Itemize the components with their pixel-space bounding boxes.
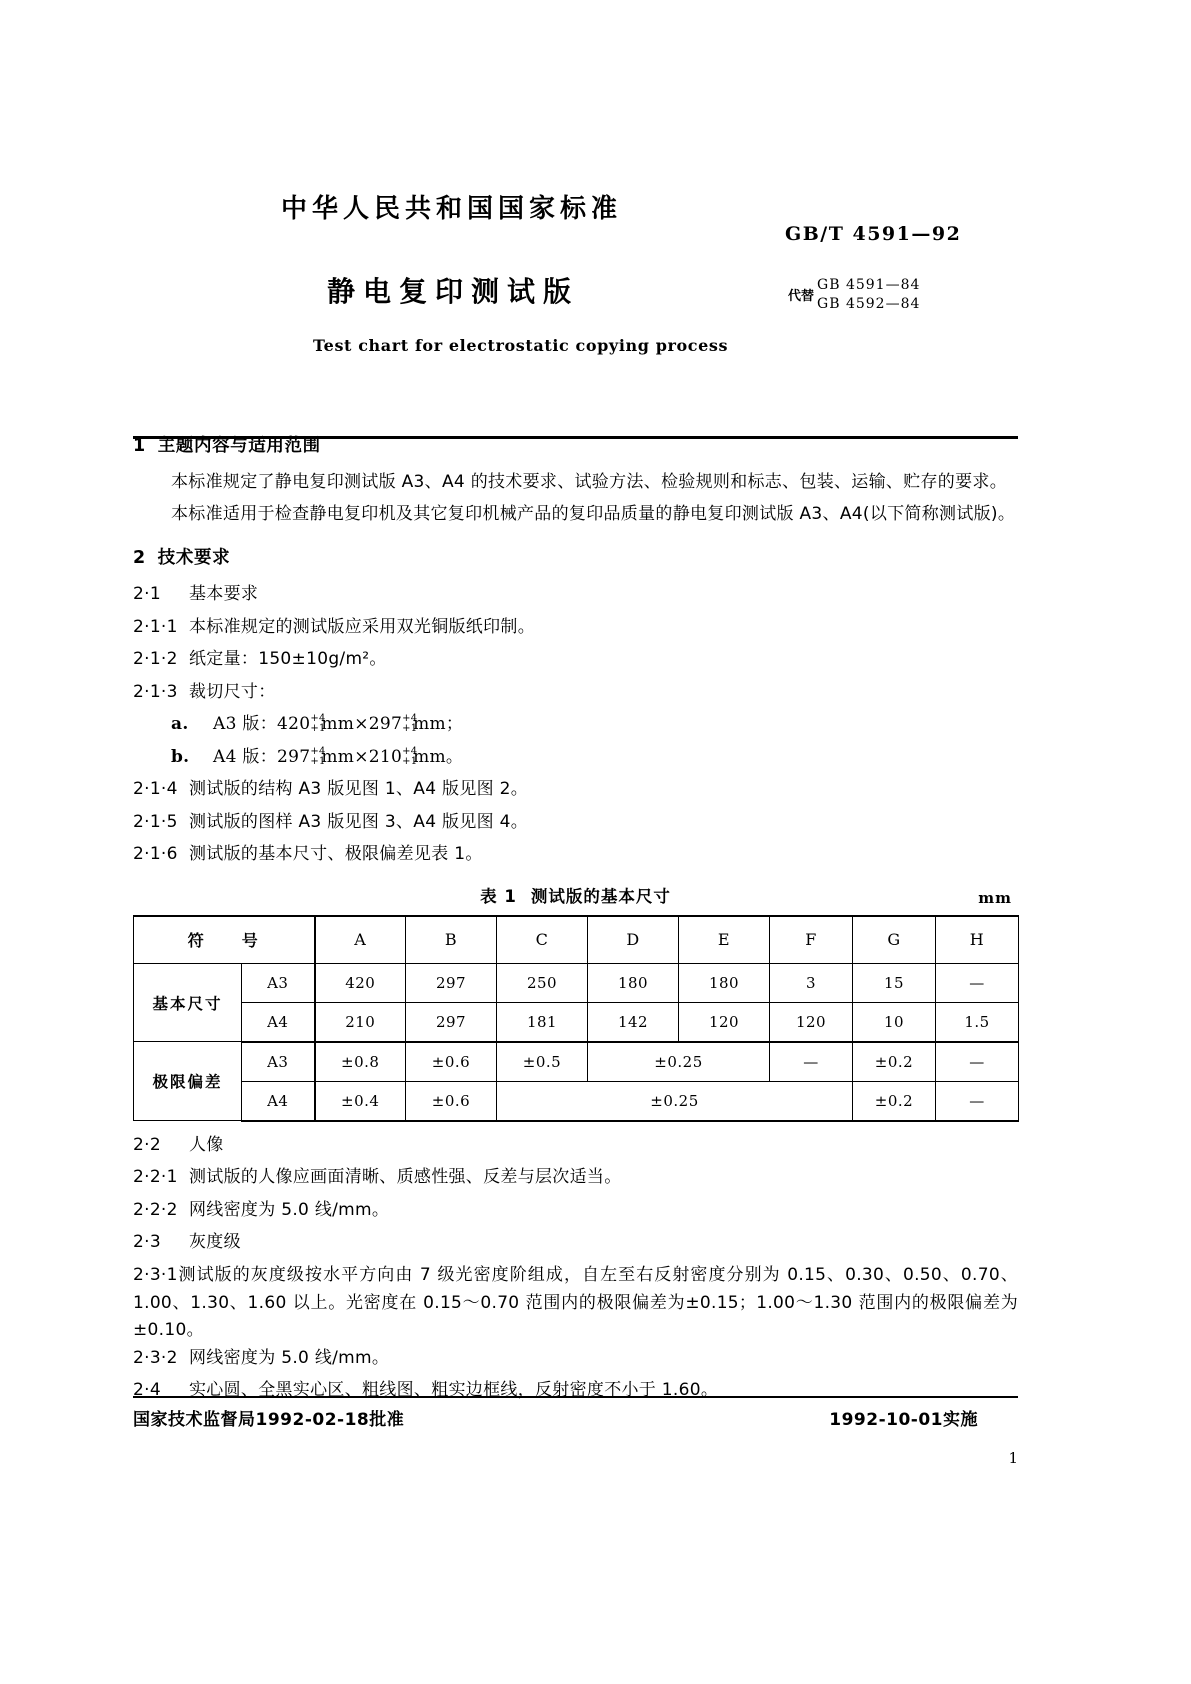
table-1-cell: 120	[770, 1002, 853, 1042]
table-1-cell: 15	[853, 963, 936, 1002]
table-1-cell: —	[770, 1042, 853, 1082]
table-1-cell-merged: ±0.25	[497, 1081, 853, 1121]
clause-2-4-text: 实心圆、全黑实心区、粗线图、粗实边框线，反射密度不小于 1.60。	[189, 1380, 719, 1401]
clause-2-1-3-item-b	[171, 744, 1018, 772]
table-1-group-tolerance: 极限偏差	[134, 1042, 242, 1121]
bullet-a-label: a.	[171, 714, 189, 735]
table-1-cell: ±0.2	[853, 1042, 936, 1082]
table-1-cell-merged: ±0.25	[588, 1042, 770, 1082]
section-2-title: 技术要求	[157, 548, 231, 569]
table-1-cell: 180	[588, 963, 679, 1002]
footer-row	[133, 1405, 1018, 1467]
clause-2-1-number: 2·1	[133, 584, 161, 605]
tolerance-lower: +1	[310, 755, 326, 767]
clause-2-3-2-number: 2·3·2	[133, 1347, 178, 1368]
table-1-unit: mm	[978, 888, 1012, 907]
clause-2-3-text: 灰度级	[189, 1232, 241, 1253]
clause-2-1-2	[133, 646, 1018, 674]
bullet-a-mid: mm×297	[321, 714, 403, 735]
clause-2-1-5-number: 2·1·5	[133, 811, 178, 832]
clause-2-2-2-number: 2·2·2	[133, 1199, 178, 1220]
table-1-col-E: E	[679, 916, 770, 964]
clause-2-1-3	[133, 679, 1018, 707]
table-row	[134, 1002, 1019, 1042]
clause-2-2-text: 人像	[189, 1134, 224, 1155]
implementation-statement: 1992-10-01实施	[829, 1410, 978, 1430]
clause-2-1	[133, 581, 1018, 609]
bullet-a-post: mm；	[413, 714, 464, 735]
document-title-english: Test chart for electrostatic copying process	[313, 336, 729, 355]
table-1-caption	[133, 883, 1018, 907]
tolerance-lower: +1	[310, 723, 326, 735]
clause-2-1-3-item-a	[171, 711, 1018, 739]
table-1-row-label: A3	[242, 1042, 315, 1082]
replaces-label: 代替	[788, 289, 815, 305]
clause-2-1-6-number: 2·1·6	[133, 844, 178, 865]
clause-2-3	[133, 1229, 1018, 1257]
table-1-cell: ±0.2	[853, 1081, 936, 1121]
clause-2-1-text: 基本要求	[189, 584, 259, 605]
table-1-col-H: H	[936, 916, 1019, 964]
table-1-cell: 420	[315, 963, 406, 1002]
table-1-cell: 120	[679, 1002, 770, 1042]
clause-2-2-2-text: 网线密度为 5.0 线/mm。	[189, 1199, 390, 1220]
table-1-row-label: A4	[242, 1081, 315, 1121]
clause-2-1-1	[133, 614, 1018, 642]
bullet-b-post: mm。	[413, 746, 464, 767]
table-1-cell: 3	[770, 963, 853, 1002]
bullet-a-pre: A3 版：420	[213, 714, 311, 735]
clause-2-4-number: 2·4	[133, 1380, 161, 1401]
clause-2-2-1-number: 2·2·1	[133, 1167, 178, 1188]
clause-2-2-1	[133, 1164, 1018, 1192]
table-1-cell: 142	[588, 1002, 679, 1042]
table-1-caption-number: 表 1	[480, 886, 517, 906]
table-1-col-C: C	[497, 916, 588, 964]
tolerance-upper: +4	[310, 713, 326, 725]
table-1-cell: ±0.5	[497, 1042, 588, 1082]
standard-number: GB/T 4591—92	[785, 223, 962, 245]
clause-2-1-2-text: 纸定量：150±10g/m²。	[189, 649, 387, 670]
table-1-row-label: A4	[242, 1002, 315, 1042]
table-1-basic-dimensions	[133, 915, 1019, 1122]
clause-2-3-1-text: 测试版的灰度级按水平方向由 7 级光密度阶组成，自左至右反射密度分别为 0.15、0.30、0.50、0.70、1.00、1.30、1.60 以上。光密度在 0.15～0.70 范围内的极限偏差为±0.15；1.00～1.30 范围内的极限偏差为±0.10。	[133, 1264, 1018, 1341]
table-1-row-label: A3	[242, 963, 315, 1002]
approval-statement: 国家技术监督局1992-02-18批准	[133, 1410, 405, 1430]
clause-2-1-1-number: 2·1·1	[133, 616, 178, 637]
table-1-cell: 250	[497, 963, 588, 1002]
bullet-b-mid: mm×210	[321, 746, 403, 767]
page-content	[133, 0, 1018, 1684]
table-row	[134, 1081, 1019, 1121]
document-body	[133, 432, 1018, 1410]
table-1-cell: 297	[406, 963, 497, 1002]
bullet-b-pre: A4 版：297	[213, 746, 311, 767]
clause-2-1-4-text: 测试版的结构 A3 版见图 1、A4 版见图 2。	[189, 779, 529, 800]
section-1-number: 1	[133, 436, 146, 456]
table-1-caption-text: 测试版的基本尺寸	[530, 886, 671, 906]
replaces-block	[788, 276, 920, 314]
table-1-cell: 210	[315, 1002, 406, 1042]
table-1-cell: —	[936, 1042, 1019, 1082]
section-1-paragraph-2: 本标准适用于检查静电复印机及其它复印机械产品的复印品质量的静电复印测试版 A3、A4(以下简称测试版)。	[171, 503, 1016, 524]
tolerance-lower: +1	[402, 723, 418, 735]
table-1-cell: ±0.6	[406, 1042, 497, 1082]
table-1-symbol-header: 符 号	[134, 916, 315, 964]
clause-2-2-1-text: 测试版的人像应画面清晰、质感性强、反差与层次适当。	[189, 1167, 622, 1188]
national-standard-title: 中华人民共和国国家标准	[281, 194, 623, 224]
table-1-cell: —	[936, 1081, 1019, 1121]
replaced-standard-1: GB 4591—84	[817, 277, 921, 293]
table-1-col-D: D	[588, 916, 679, 964]
table-1-wrapper	[133, 883, 1018, 1122]
clause-2-3-2	[133, 1345, 1018, 1373]
clause-2-2-number: 2·2	[133, 1134, 161, 1155]
table-1-cell: 10	[853, 1002, 936, 1042]
document-title: 静电复印测试版	[327, 275, 580, 308]
table-row	[134, 1042, 1019, 1082]
table-1-col-G: G	[853, 916, 936, 964]
tolerance-lower: +1	[402, 755, 418, 767]
tolerance-upper: +4	[310, 745, 326, 757]
tolerance-upper: +4	[402, 745, 418, 757]
page-number: 1	[1008, 1449, 1018, 1467]
clause-2-2	[133, 1132, 1018, 1160]
table-1-cell: ±0.8	[315, 1042, 406, 1082]
document-header	[133, 178, 1018, 428]
clause-2-1-6	[133, 841, 1018, 869]
bullet-b-label: b.	[171, 746, 190, 767]
table-1-cell: 1.5	[936, 1002, 1019, 1042]
clause-2-1-4	[133, 776, 1018, 804]
section-2-heading	[133, 544, 1018, 569]
section-1-paragraph-1: 本标准规定了静电复印测试版 A3、A4 的技术要求、试验方法、检验规则和标志、包装、运输、贮存的要求。	[171, 472, 1007, 492]
table-1-col-F: F	[770, 916, 853, 964]
clause-2-1-3-text: 裁切尺寸：	[189, 681, 276, 702]
clause-2-3-2-text: 网线密度为 5.0 线/mm。	[189, 1347, 390, 1368]
clause-2-1-5-text: 测试版的图样 A3 版见图 3、A4 版见图 4。	[189, 811, 529, 832]
table-1-cell: 297	[406, 1002, 497, 1042]
footer-divider	[133, 1396, 1018, 1398]
clause-2-3-1-number: 2·3·1	[133, 1264, 178, 1285]
section-1-heading	[133, 432, 1018, 457]
table-1-col-A: A	[315, 916, 406, 964]
section-2-number: 2	[133, 548, 146, 569]
table-row	[134, 963, 1019, 1002]
table-1-header-row	[134, 916, 1019, 964]
table-1-col-B: B	[406, 916, 497, 964]
table-1-cell: ±0.6	[406, 1081, 497, 1121]
replaced-standard-2: GB 4592—84	[817, 295, 921, 312]
document-footer	[133, 1396, 1018, 1467]
clause-2-3-1	[133, 1262, 1018, 1345]
replaces-list	[817, 276, 920, 314]
table-1-cell: ±0.4	[315, 1081, 406, 1121]
table-1-cell: 181	[497, 1002, 588, 1042]
clause-2-1-6-text: 测试版的基本尺寸、极限偏差见表 1。	[189, 844, 483, 865]
clause-2-1-2-number: 2·1·2	[133, 649, 178, 670]
clause-2-2-2	[133, 1197, 1018, 1225]
section-1-title: 主题内容与适用范围	[157, 436, 321, 456]
clause-2-1-1-text: 本标准规定的测试版应采用双光铜版纸印制。	[189, 616, 535, 637]
clause-2-1-5	[133, 809, 1018, 837]
clause-2-3-number: 2·3	[133, 1232, 161, 1253]
clause-2-1-3-number: 2·1·3	[133, 681, 178, 702]
tolerance-upper: +4	[402, 713, 418, 725]
table-1-cell: 180	[679, 963, 770, 1002]
clause-2-1-4-number: 2·1·4	[133, 779, 178, 800]
table-1-group-basic: 基本尺寸	[134, 963, 242, 1042]
table-1-cell: —	[936, 963, 1019, 1002]
